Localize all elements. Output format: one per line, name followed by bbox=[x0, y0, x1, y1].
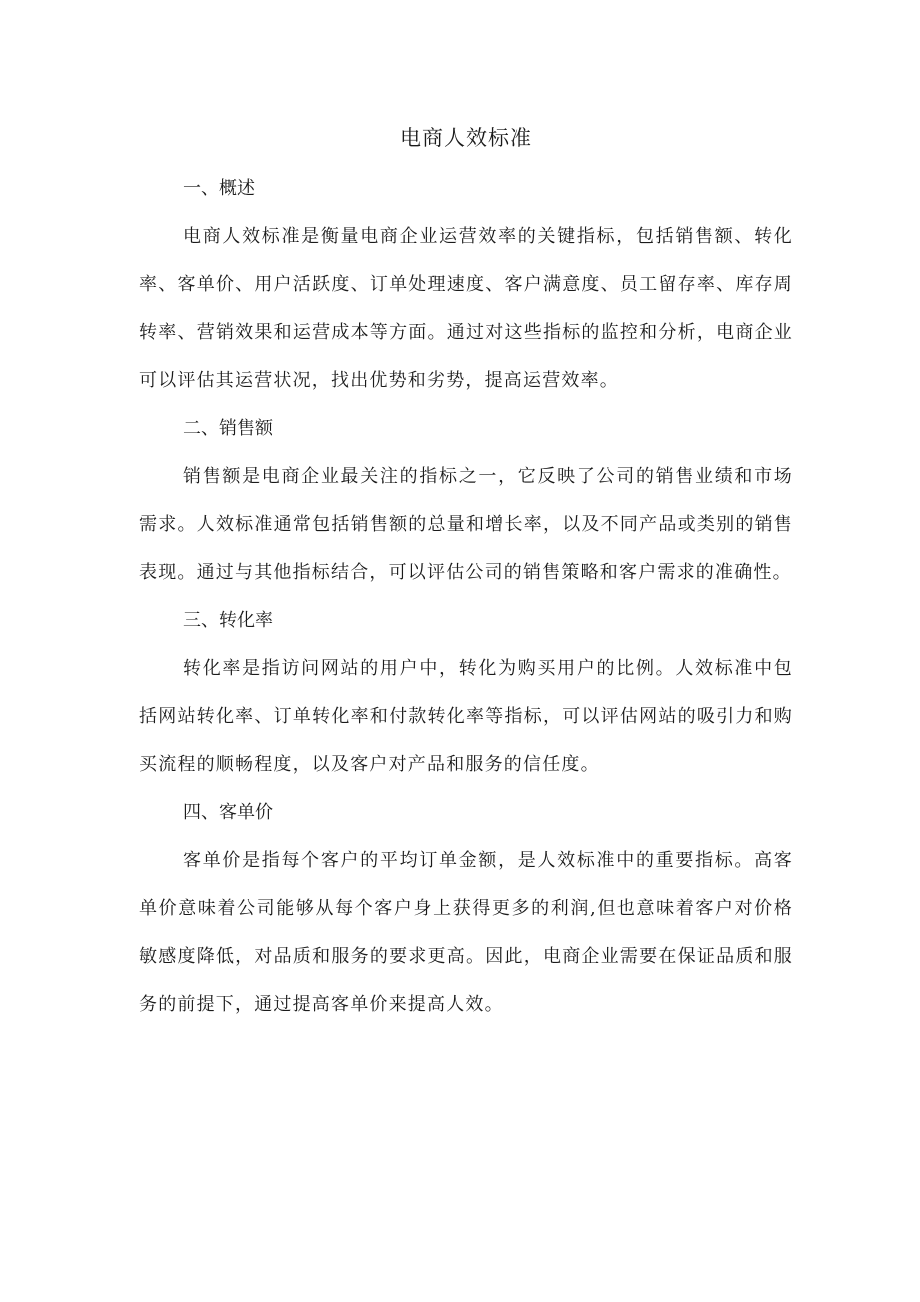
section-paragraph: 客单价是指每个客户的平均订单金额，是人效标准中的重要指标。高客单价意味着公司能够从每个客户身上获得更多的利润,但也意味着客户对价格敏感度降低，对品质和服务的要求更高。因此，电商企业需要在保证品质和服务的前提下，通过提高客单价来提高人效。 bbox=[139, 850, 793, 1015]
section-heading: 三、转化率 bbox=[183, 610, 273, 631]
page-title: 电商人效标准 bbox=[400, 126, 532, 150]
section-heading: 一、概述 bbox=[183, 178, 255, 199]
section-paragraph: 销售额是电商企业最关注的指标之一，它反映了公司的销售业绩和市场需求。人效标准通常包括销售额的总量和增长率，以及不同产品或类别的销售表现。通过与其他指标结合，可以评估公司的销售策略和客户需求的准确性。 bbox=[139, 466, 793, 583]
document-page bbox=[139, 118, 793, 1029]
section-paragraph: 转化率是指访问网站的用户中，转化为购买用户的比例。人效标准中包括网站转化率、订单转化率和付款转化率等指标，可以评估网站的吸引力和购买流程的顺畅程度，以及客户对产品和服务的信任度。 bbox=[139, 658, 793, 775]
section-heading: 二、销售额 bbox=[183, 418, 273, 439]
section-sales bbox=[139, 405, 793, 597]
section-paragraph: 电商人效标准是衡量电商企业运营效率的关键指标，包括销售额、转化率、客单价、用户活跃度、订单处理速度、客户满意度、员工留存率、库存周转率、营销效果和运营成本等方面。通过对这些指标的监控和分析，电商企业可以评估其运营状况，找出优势和劣势，提高运营效率。 bbox=[139, 226, 793, 391]
section-average-order-value bbox=[139, 789, 793, 1029]
section-overview bbox=[139, 165, 793, 405]
section-conversion-rate bbox=[139, 597, 793, 789]
section-heading: 四、客单价 bbox=[183, 802, 273, 823]
